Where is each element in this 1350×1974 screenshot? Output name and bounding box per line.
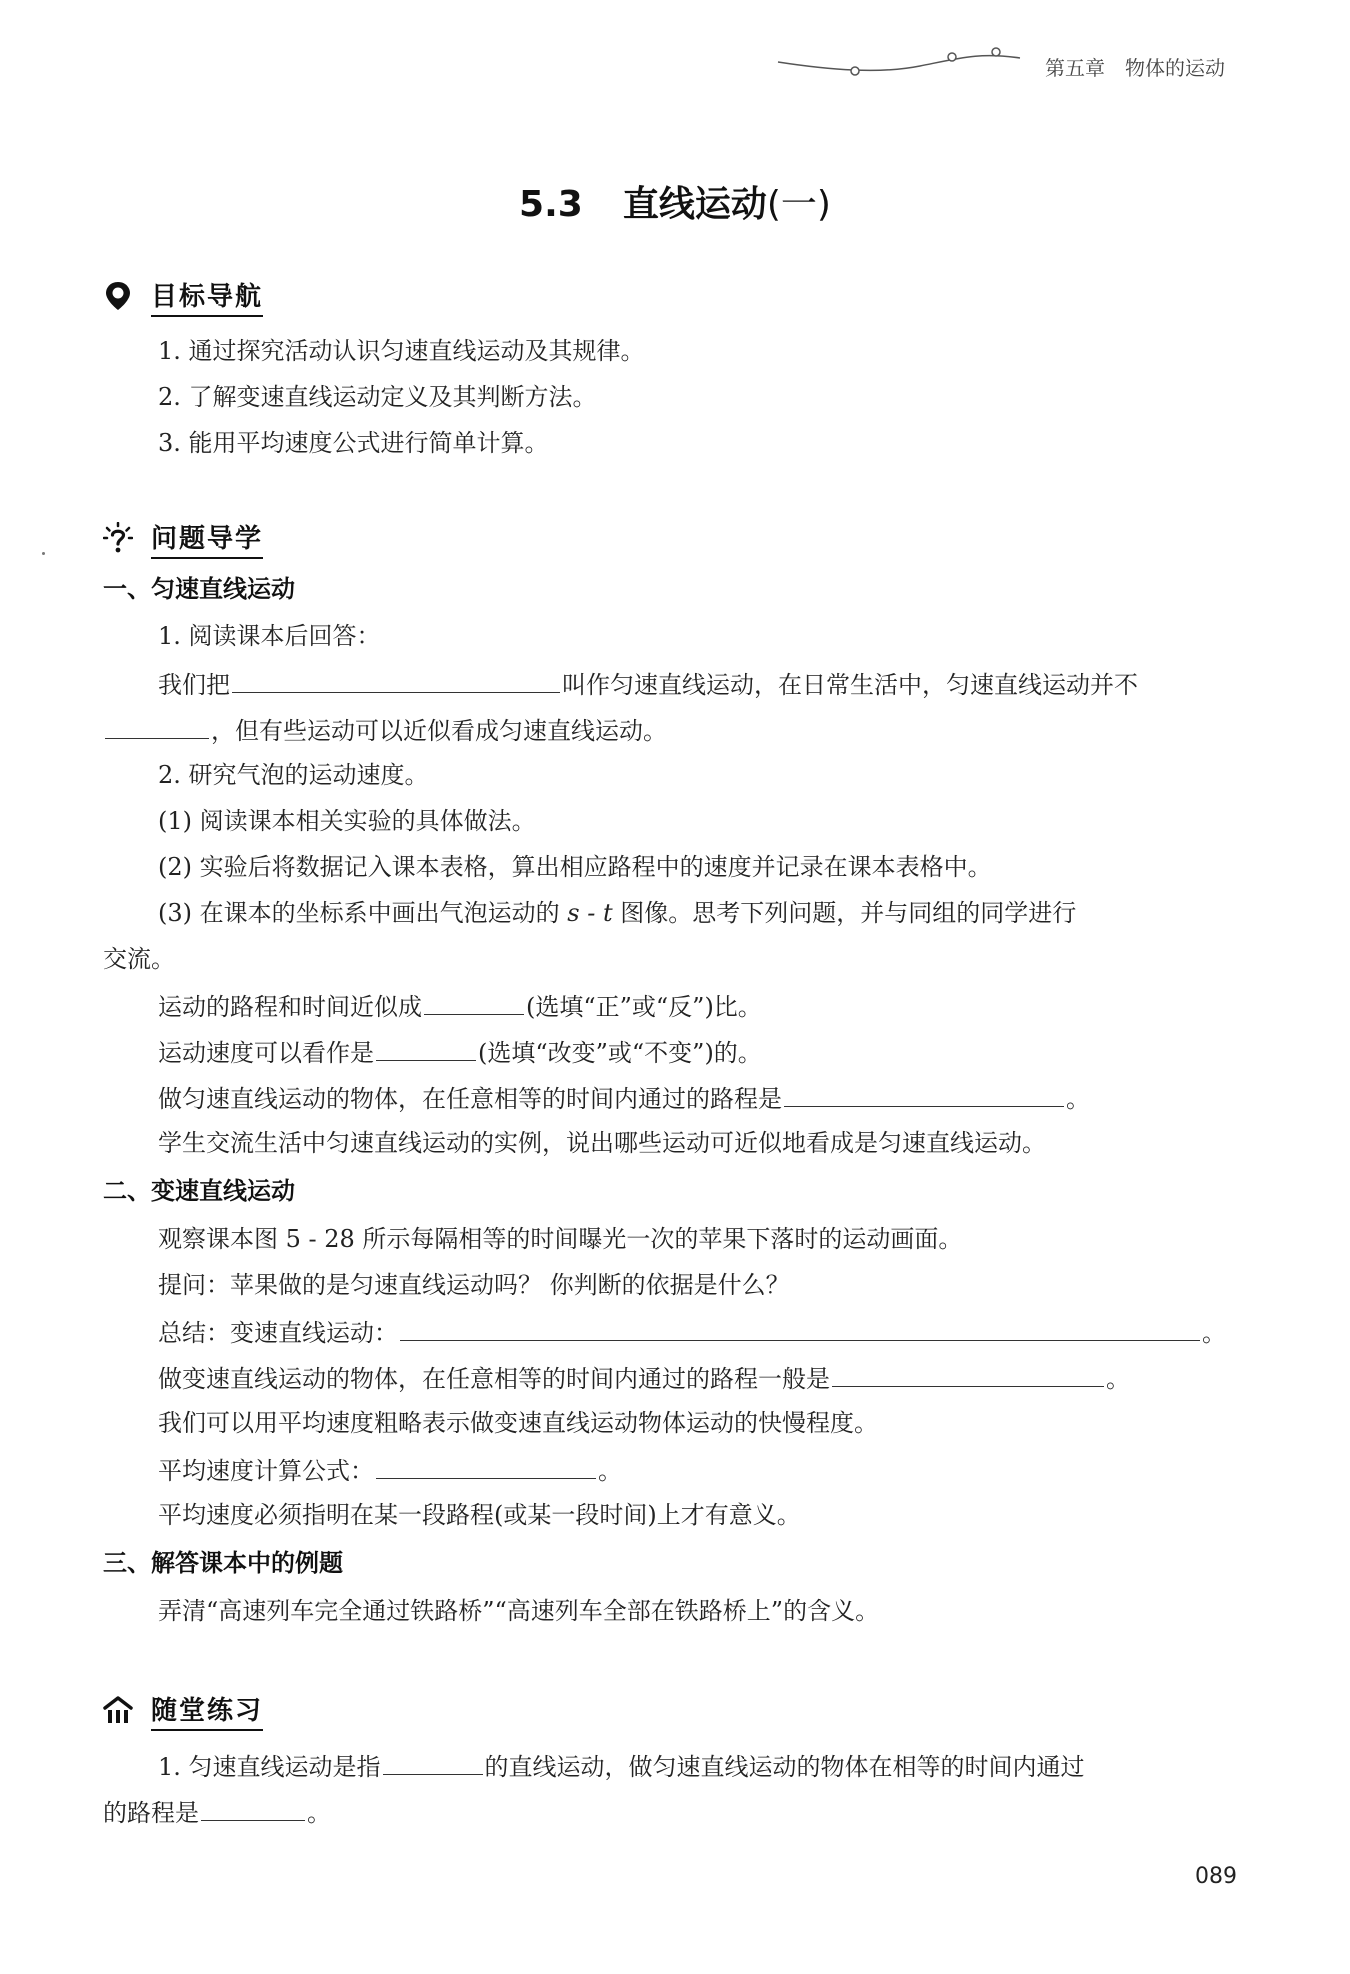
text: 运动速度可以看作是 (158, 1039, 374, 1067)
question-2-title: 2. 研究气泡的运动速度。 (158, 761, 429, 789)
answer-blank[interactable] (784, 1082, 1064, 1107)
answer-blank[interactable] (424, 990, 524, 1015)
text: 。 (1066, 1085, 1090, 1113)
section-goals-header (103, 276, 263, 316)
answer-blank[interactable] (400, 1316, 1200, 1341)
answer-blank[interactable] (376, 1036, 476, 1061)
subheading-uniform-motion: 一、匀速直线运动 (103, 575, 295, 603)
section-practice-header (103, 1690, 263, 1730)
answer-blank[interactable] (232, 668, 560, 693)
fill-line (158, 1362, 1130, 1394)
fill-line (158, 990, 762, 1022)
text: 图像。思考下列问题，并与同组的同学进行 (620, 899, 1077, 927)
text: 我们把 (158, 671, 230, 699)
fill-line (158, 1036, 762, 1068)
text: 1. 匀速直线运动是指 (158, 1753, 381, 1781)
lesson-number: 5.3 (519, 184, 583, 225)
fill-line (158, 1082, 1090, 1114)
question-2-step-cont: 交流。 (103, 945, 175, 973)
practice-question-1-cont (103, 1796, 331, 1828)
question-2-step: (2) 实验后将数据记入课本表格，算出相应路程中的速度并记录在课本表格中。 (158, 853, 992, 881)
text-line: 我们可以用平均速度粗略表示做变速直线运动物体运动的快慢程度。 (158, 1409, 878, 1437)
text: 。 (1106, 1365, 1130, 1393)
answer-blank[interactable] (376, 1454, 596, 1479)
page-number: 089 (1195, 1864, 1237, 1889)
scan-speck (42, 552, 45, 555)
text: ，但有些运动可以近似看成匀速直线运动。 (211, 717, 667, 745)
answer-blank[interactable] (832, 1362, 1104, 1387)
text-line: 提问：苹果做的是匀速直线运动吗？ 你判断的依据是什么？ (158, 1271, 790, 1299)
section-questions-header (103, 518, 263, 558)
text: (选填“正”或“反”)比。 (526, 993, 762, 1021)
answer-blank[interactable] (105, 714, 209, 739)
text: 总结：变速直线运动： (158, 1319, 398, 1347)
question-1-title: 1. 阅读课本后回答： (158, 622, 381, 650)
subheading-textbook-examples: 三、解答课本中的例题 (103, 1549, 343, 1577)
text-line: 平均速度必须指明在某一段路程(或某一段时间)上才有意义。 (158, 1501, 801, 1529)
text: 。 (307, 1799, 331, 1827)
decorative-wave-icon (770, 40, 1050, 80)
text-line: 观察课本图 5 - 28 所示每隔相等的时间曝光一次的苹果下落时的运动画面。 (158, 1225, 963, 1253)
lesson-part: (一) (766, 184, 831, 225)
question-1-line (103, 714, 667, 746)
section-questions-label: 问题导学 (151, 518, 263, 559)
section-goals-label: 目标导航 (151, 276, 263, 317)
text: 运动的路程和时间近似成 (158, 993, 422, 1021)
variable-s-t: s - t (567, 899, 613, 927)
text: 的路程是 (103, 1799, 199, 1827)
answer-blank[interactable] (383, 1750, 483, 1775)
text: 平均速度计算公式： (158, 1457, 374, 1485)
goal-item: 1. 通过探究活动认识匀速直线运动及其规律。 (158, 337, 645, 365)
text-line: 弄清“高速列车完全通过铁路桥”“高速列车全部在铁路桥上”的含义。 (158, 1597, 880, 1625)
text: 叫作匀速直线运动，在日常生活中，匀速直线运动并不 (562, 671, 1138, 699)
page-title (0, 176, 1350, 227)
house-columns-icon (103, 1693, 133, 1727)
question-bulb-icon (103, 521, 133, 555)
question-2-step (158, 898, 1076, 928)
text: (3) 在课本的坐标系中画出气泡运动的 (158, 899, 560, 927)
fill-line (158, 1316, 1226, 1348)
text: 做变速直线运动的物体，在任意相等的时间内通过的路程一般是 (158, 1365, 830, 1393)
text: 。 (1202, 1319, 1226, 1347)
running-head (770, 40, 1250, 80)
goal-item: 2. 了解变速直线运动定义及其判断方法。 (158, 383, 597, 411)
fill-line (158, 1454, 622, 1486)
fill-line: 学生交流生活中匀速直线运动的实例，说出哪些运动可近似地看成是匀速直线运动。 (158, 1129, 1046, 1157)
text: 的直线运动，做匀速直线运动的物体在相等的时间内通过 (484, 1753, 1085, 1781)
text: 做匀速直线运动的物体，在任意相等的时间内通过的路程是 (158, 1085, 782, 1113)
answer-blank[interactable] (201, 1796, 305, 1821)
text: (选填“改变”或“不变”)的。 (478, 1039, 762, 1067)
question-2-step: (1) 阅读课本相关实验的具体做法。 (158, 807, 536, 835)
section-practice-label: 随堂练习 (151, 1690, 263, 1731)
question-1-line (158, 668, 1138, 700)
text: 。 (598, 1457, 622, 1485)
lesson-title: 直线运动 (622, 184, 767, 225)
practice-question-1 (158, 1750, 1085, 1782)
location-pin-icon (103, 279, 133, 313)
subheading-variable-motion: 二、变速直线运动 (103, 1177, 295, 1205)
chapter-label: 第五章 物体的运动 (1045, 56, 1225, 80)
goal-item: 3. 能用平均速度公式进行简单计算。 (158, 429, 549, 457)
